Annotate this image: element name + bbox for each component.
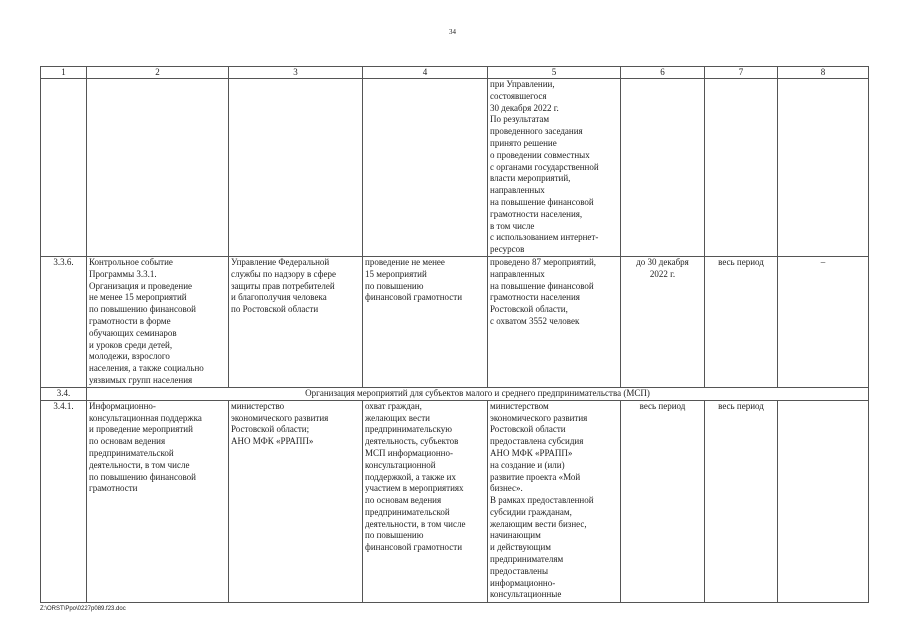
section-title: Организация мероприятий для субъектов малого и среднего предпринимательства (МСП) [87, 387, 869, 400]
section-number: 3.4. [41, 387, 87, 400]
expected-result-cell: проведение не менее 15 мероприятий по повышению финансовой грамотности [363, 256, 488, 387]
result-cell: проведено 87 мероприятий, направленных на повышение финансовой грамотности населения Ростовской области, с охватом 3552 человек [488, 256, 621, 387]
measure-cell: Информационно- консультационная поддержка и проведение мероприятий по основам ведения предпринимательской деятельности, в том числе по повышению финансовой грамотности [87, 400, 229, 602]
deadline-cell: до 30 декабря 2022 г. [621, 256, 705, 387]
table-row [41, 256, 869, 387]
period-cell: весь период [705, 400, 778, 602]
result-cell: при Управлении, состоявшегося 30 декабря 2022 г. По результатам проведенного заседания принято решение о проведении совместных с органами государственной власти мероприятий, направленных на повышение финансовой грамотности населения, в том числе с использованием интернет- ресурсов [488, 79, 621, 257]
column-header: 5 [488, 67, 621, 79]
section-row [41, 387, 869, 400]
table-row [41, 400, 869, 602]
table-row-continuation [41, 79, 869, 257]
row-number: 3.3.6. [41, 256, 87, 387]
column-header: 4 [363, 67, 488, 79]
note-cell [778, 400, 869, 602]
column-header: 6 [621, 67, 705, 79]
file-path-footer: Z:\ORST\Ppo\0227p089.f23.doc [40, 606, 126, 612]
measures-table [40, 66, 869, 603]
row-number: 3.4.1. [41, 400, 87, 602]
measure-cell: Контрольное событие Программы 3.3.1. Организация и проведение не менее 15 мероприятий по повышению финансовой грамотности в форме обучающих семинаров и уроков среди детей, молодежи, взрослого населения, а также социально уязвимых групп населения [87, 256, 229, 387]
result-cell: министерством экономического развития Ростовской области предоставлена субсидия АНО МФК «РРАПП» на создание и (или) развитие проекта «Мой бизнес». В рамках предоставленной субсидии гражданам, желающим вести бизнес, начинающим и действующим предпринимателям предоставлены информационно- консультационные [488, 400, 621, 602]
executor-cell: Управление Федеральной службы по надзору в сфере защиты прав потребителей и благополучия человека по Ростовской области [229, 256, 363, 387]
page-number: 34 [449, 28, 456, 36]
column-header: 2 [87, 67, 229, 79]
deadline-cell: весь период [621, 400, 705, 602]
expected-result-cell: охват граждан, желающих вести предпринимательскую деятельность, субъектов МСП информационно- консультационной поддержкой, а также их участием в мероприятиях по основам ведения предпринимательской деятельности, в том числе по повышению финансовой грамотности [363, 400, 488, 602]
executor-cell: министерство экономического развития Ростовской области; АНО МФК «РРАПП» [229, 400, 363, 602]
column-header: 7 [705, 67, 778, 79]
period-cell: весь период [705, 256, 778, 387]
column-number-row [41, 67, 869, 79]
column-header: 8 [778, 67, 869, 79]
note-cell: – [778, 256, 869, 387]
column-header: 3 [229, 67, 363, 79]
column-header: 1 [41, 67, 87, 79]
